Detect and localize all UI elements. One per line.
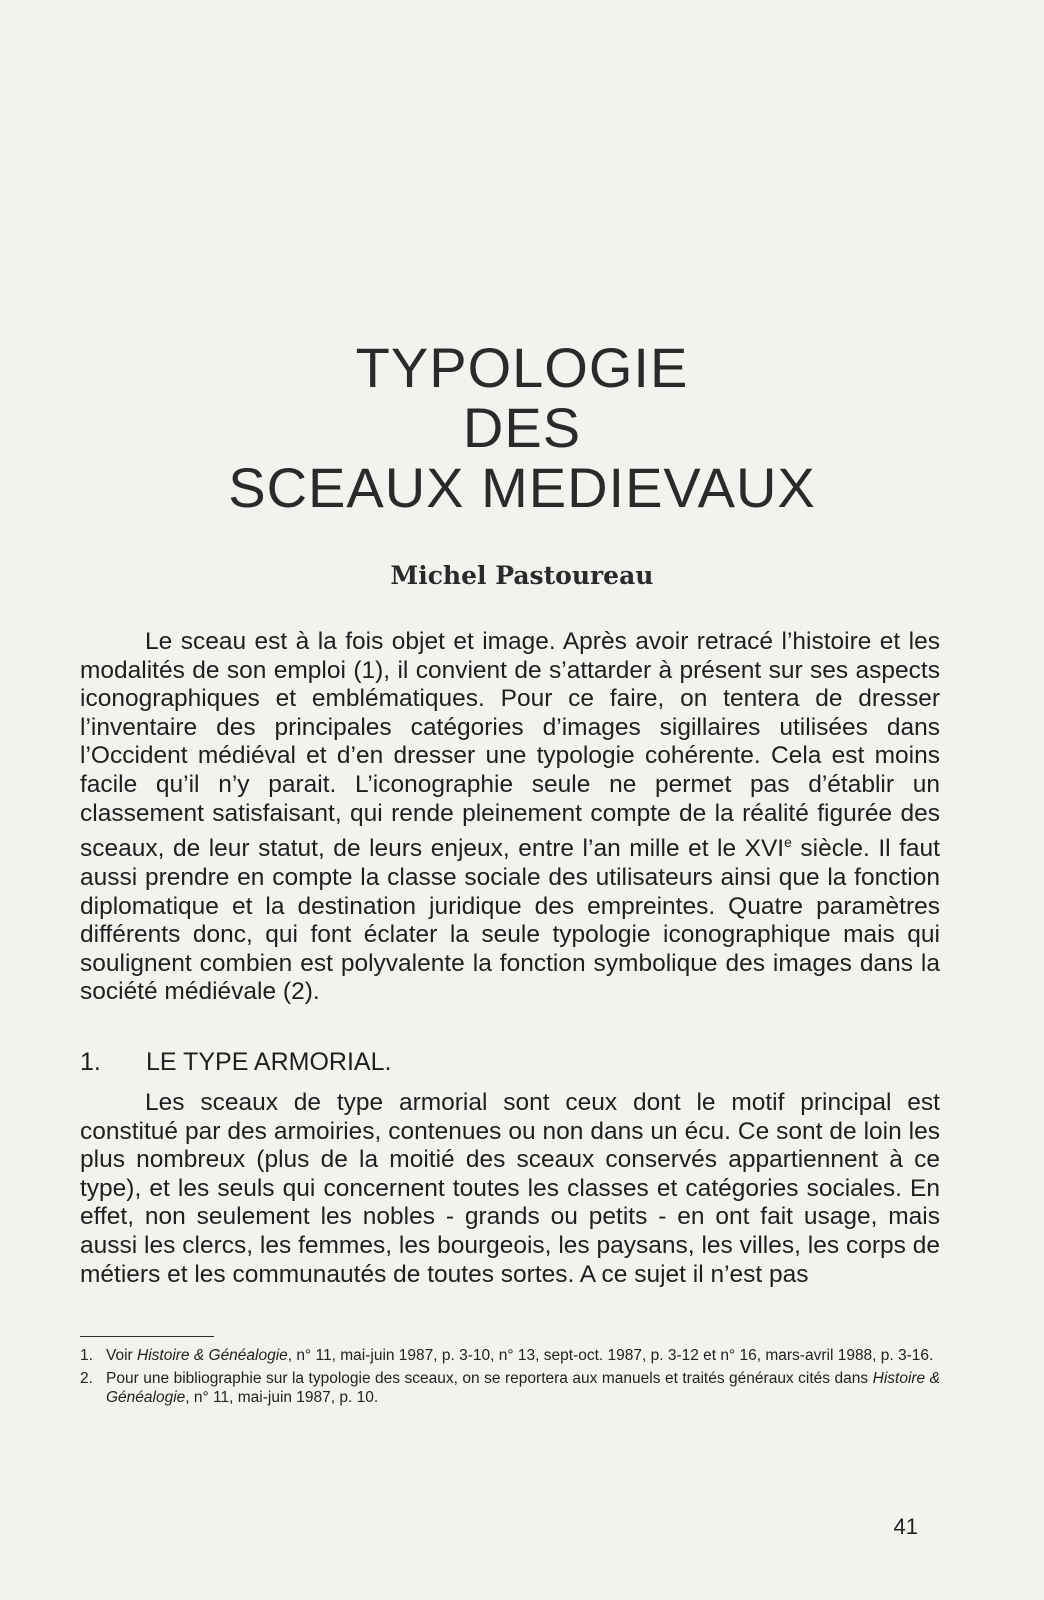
footnote-2: [80, 1369, 940, 1407]
century-superscript: e: [784, 834, 792, 851]
intro-paragraph: [80, 628, 940, 1007]
footnote-number: 1.: [80, 1347, 93, 1364]
page-number: 41: [893, 1514, 918, 1539]
title-line-3: SCEAUX MEDIEVAUX: [228, 456, 816, 519]
article-title: [0, 338, 1044, 518]
footnote-divider: [80, 1336, 214, 1337]
footnote-text-before: Voir: [106, 1347, 138, 1364]
intro-text-part2: siècle. Il faut aussi prendre en compte la classe sociale des utilisateurs ainsi que la fonction diplomatique et la destination juridique des empreintes. Quatre paramètres différents donc, qui font éclater la seule typologie iconographique mais qui soulignent combien est polyvalente la fonction symbolique des images dans la société médiévale (2).: [80, 835, 940, 1006]
journal-title: Histoire & Généalogie: [137, 1347, 288, 1364]
footnotes: [80, 1346, 940, 1411]
section-text: Les sceaux de type armorial sont ceux dont le motif principal est constitué par des armoiries, contenues ou non dans un écu. Ce sont de loin les plus nombreux (plus de la moitié des sceaux conservés appartiennent à ce type), et les seuls qui concernent toutes les classes et catégories sociales. En effet, non seulement les nobles - grands ou petits - en ont fait usage, mais aussi les clercs, les femmes, les bourgeois, les paysans, les villes, les corps de métiers et les communautés de toutes sortes. A ce sujet il n’est pas: [80, 1089, 940, 1288]
section-title: LE TYPE ARMORIAL.: [146, 1048, 392, 1076]
section-heading: [80, 1048, 391, 1077]
section-paragraph: [80, 1089, 940, 1289]
footnote-text-after: , n° 11, mai-juin 1987, p. 10.: [185, 1389, 379, 1406]
footnote-text-after: , n° 11, mai-juin 1987, p. 3-10, n° 13, sept-oct. 1987, p. 3-12 et n° 16, mars-avril 1988, p. 3-16.: [287, 1347, 934, 1364]
title-line-1: TYPOLOGIE: [355, 336, 689, 399]
author-name: Michel Pastoureau: [390, 561, 654, 590]
footnote-number: 2.: [80, 1370, 93, 1387]
section-number: 1.: [80, 1048, 101, 1076]
journal-title: Histoire & Généalogie: [106, 1370, 940, 1406]
footnote-text-before: Pour une bibliographie sur la typologie des sceaux, on se reportera aux manuels et traités généraux cités dans: [106, 1370, 873, 1387]
footnote-1: [80, 1346, 940, 1365]
title-line-2: DES: [462, 396, 582, 459]
intro-text-part1: Le sceau est à la fois objet et image. Après avoir retracé l’histoire et les modalités de son emploi (1), il convient de s’attarder à présent sur ses aspects iconographiques et emblématiques. Pour ce faire, on tentera de dresser l’inventaire des principales catégories d’images sigillaires utilisées dans l’Occident médiéval et d’en dresser une typologie cohérente. Cela est moins facile qu’il n’y parait. L’iconographie seule ne permet pas d’établir un classement satisfaisant, qui rende pleinement compte de la réalité figurée des sceaux, de leur statut, de leurs enjeux, entre l’an mille et le XVI: [80, 628, 940, 863]
